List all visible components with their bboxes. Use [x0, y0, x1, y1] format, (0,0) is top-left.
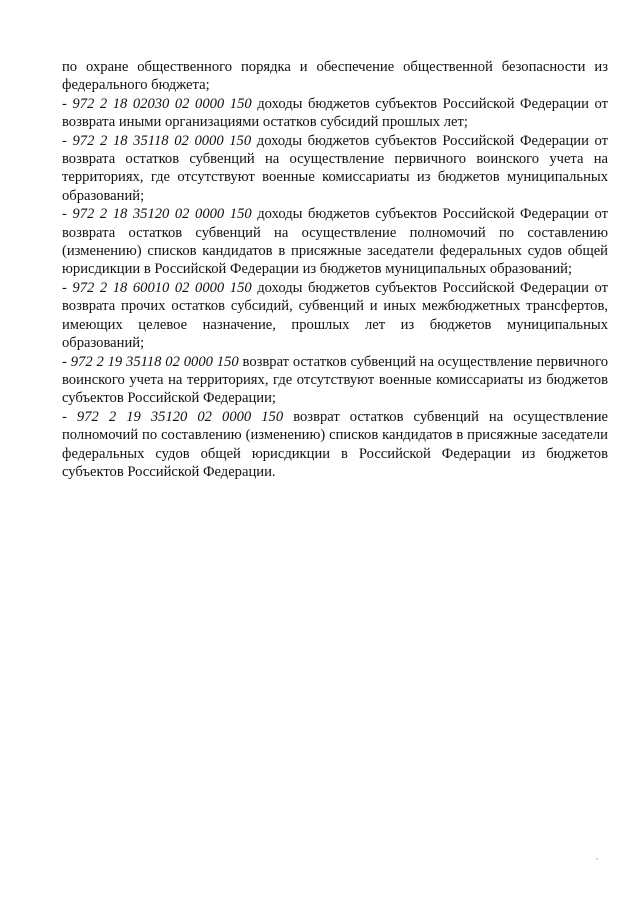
document-body [62, 58, 608, 481]
item-text: возврат остатков субвенций на осуществление полномочий по составлению (изменению) списков кандидатов в присяжные заседатели федеральных судов общей юрисдикции в Российской Федерации из бюджетов субъектов Российской Федерации. [62, 408, 608, 480]
budget-code: 972 2 18 35118 02 0000 150 [72, 132, 252, 149]
item-text: доходы бюджетов субъектов Российской Федерации от возврата остатков субвенций на осуществление первичного воинского учета на территориях, где отсутствуют военные комиссариаты из бюджетов муниципальных образований; [62, 132, 608, 204]
budget-code: 972 2 18 60010 02 0000 150 [72, 279, 252, 296]
item-text: доходы бюджетов субъектов Российской Федерации от возврата иными организациями остатков субсидий прошлых лет; [62, 95, 609, 131]
budget-code: 972 2 18 35120 02 0000 150 [72, 206, 252, 223]
list-item: - 972 2 18 60010 02 0000 150 доходы бюджетов субъектов Российской Федерации от возврата прочих остатков субсидий, субвенций и иных межбюджетных трансфертов, имеющих целевое назначение, прошлых лет из бюджетов муниципальных образований; [62, 279, 609, 352]
list-item: - 972 2 18 02030 02 0000 150 доходы бюджетов субъектов Российской Федерации от возврата иными организациями остатков субсидий прошлых лет; [62, 95, 609, 131]
item-text: доходы бюджетов субъектов Российской Федерации от возврата остатков субвенций на осуществление полномочий по составлению (изменению) списков кандидатов в присяжные заседатели федеральных судов общей юрисдикции в Российской Федерации из бюджетов муниципальных образований; [62, 206, 609, 278]
list-item: - 972 2 18 35120 02 0000 150 доходы бюджетов субъектов Российской Федерации от возврата остатков субвенций на осуществление полномочий по составлению (изменению) списков кандидатов в присяжные заседатели федеральных судов общей юрисдикции в Российской Федерации из бюджетов муниципальных образований; [62, 206, 609, 278]
intro-paragraph: по охране общественного порядка и обеспечение общественной безопасности из федерального бюджета; [62, 59, 608, 94]
budget-code: 972 2 19 35120 02 0000 150 [76, 408, 284, 425]
budget-code: 972 2 19 35118 02 0000 150 [70, 353, 239, 370]
item-text: доходы бюджетов субъектов Российской Федерации от возврата прочих остатков субсидий, субвенций и иных межбюджетных трансфертов, имеющих целевое назначение, прошлых лет из бюджетов муниципальных образований; [62, 279, 609, 352]
list-item: - 972 2 19 35120 02 0000 150 возврат остатков субвенций на осуществление полномочий по составлению (изменению) списков кандидатов в присяжные заседатели федеральных судов общей юрисдикции в Российской Федерации из бюджетов субъектов Российской Федерации. [62, 408, 608, 480]
budget-code: 972 2 18 02030 02 0000 150 [72, 95, 252, 112]
list-item: - 972 2 18 35118 02 0000 150 доходы бюджетов субъектов Российской Федерации от возврата остатков субвенций на осуществление первичного воинского учета на территориях, где отсутствуют военные комиссариаты из бюджетов муниципальных образований; [62, 132, 608, 204]
scan-speck [596, 858, 598, 860]
item-text: возврат остатков субвенций на осуществление первичного воинского учета на территориях, где отсутствуют военные комиссариаты из бюджетов субъектов Российской Федерации; [62, 353, 609, 407]
list-item: - 972 2 19 35118 02 0000 150 возврат остатков субвенций на осуществление первичного воинского учета на территориях, где отсутствуют военные комиссариаты из бюджетов субъектов Российской Федерации; [62, 353, 609, 407]
